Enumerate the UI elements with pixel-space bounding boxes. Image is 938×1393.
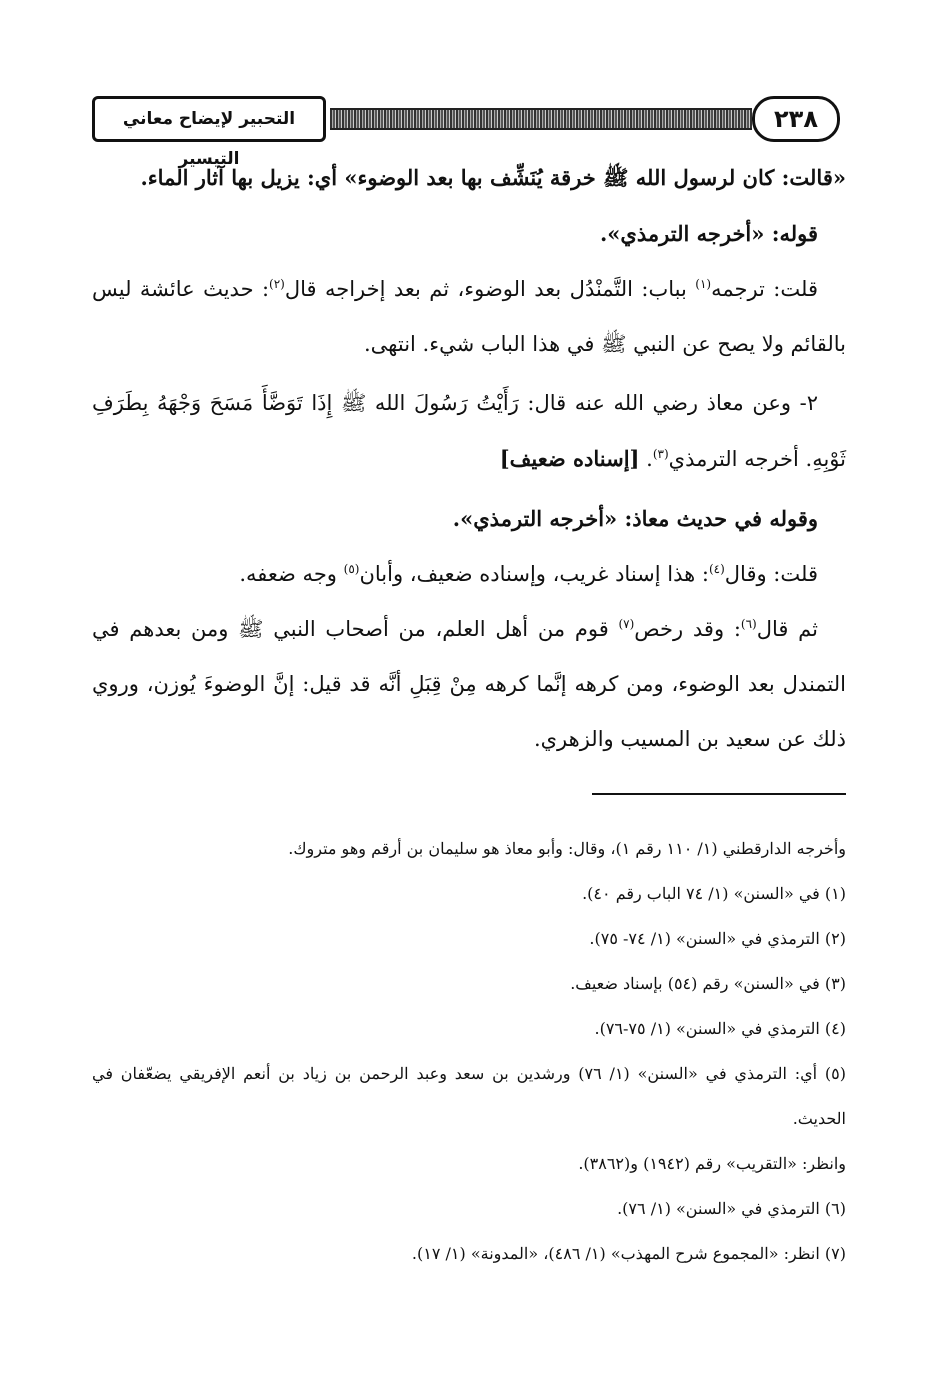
footnote-ref-2[interactable]: (٢) [269,277,285,291]
quote-text: قوله: «أخرجه الترمذي». [600,221,818,246]
footnote-item: (١) في «السنن» (١/ ٧٤ الباب رقم ٤٠). [582,884,846,903]
footnote-ref-5[interactable]: (٥) [343,562,360,576]
paragraph-1 [92,150,846,206]
paragraph-3 [92,262,846,372]
paragraph-2 [92,206,846,262]
footnote-item: (٧) انظر: «المجموع شرح المهذب» (١/ ٤٨٦)، «المدونة» (١/ ١٧). [411,1244,846,1263]
text-run: قوم من أهل العلم، من أصحاب النبي ﷺ ومن بعدهم في التمندل بعد الوضوء، ومن كرهه إنَّما كرهه مِنْ قِبَلِ أنَّه قد قيل: إنَّ الوضوءَ يُوزن، وروي ذلك عن سعيد بن المسيب والزهري. [92,617,846,751]
text-run: : وقد رخص [634,617,741,641]
footnote-item: وأخرجه الدارقطني (١/ ١١٠ رقم ١)، وقال: وأبو معاذ هو سليمان بن أرقم وهو متروك. [288,839,846,858]
footnote-ref-1[interactable]: (١) [695,277,712,291]
paragraph-4-hadith [92,376,846,487]
footnote-ref-6[interactable]: (٦) [740,617,757,631]
footnote-item: (٥) أي: الترمذي في «السنن» (١/ ٧٦) ورشدين بن سعد وعبد الرحمن بن زياد بن أنعم الإفريقي يضعّفان في الحديث. [92,1064,846,1128]
text-run: قلت: ترجمه [711,277,818,301]
footnote-item: (٤) الترمذي في «السنن» (١/ ٧٥-٧٦). [594,1019,846,1038]
paragraph-5 [92,491,846,547]
header-decorative-band [330,108,752,130]
footnote-item: وانظر: «التقريب» رقم (١٩٤٢) و(٣٨٦٢). [578,1154,846,1173]
footnote-item: (٢) الترمذي في «السنن» (١/ ٧٤- ٧٥). [589,929,846,948]
text-run: ثم قال [756,617,818,641]
main-text [92,150,846,767]
page-header [92,96,840,169]
footnote-separator [592,793,846,795]
quote-text: وقوله في حديث معاذ: «أخرجه الترمذي». [452,506,818,531]
paragraph-6 [92,547,846,602]
text-run: : هذا إسناد غريب، وإسناده ضعيف، وأبان [359,562,709,586]
footnote-ref-7[interactable]: (٧) [618,617,635,631]
quoted-hadith-text: «قالت: كان لرسول الله ﷺ خرقة يُنَشِّف بها بعد الوضوء» أي: يزيل بها آثار الماء. [140,165,846,190]
footnote-ref-4[interactable]: (٤) [708,562,725,576]
text-run: : حديث عائشة ليس بالقائم ولا يصح عن النبي ﷺ في هذا الباب شيء. انتهى. [92,277,846,356]
paragraph-7 [92,602,846,767]
book-title: التحبير لإيضاح معاني التيسير [92,96,326,142]
text-run: وجه ضعفه. [239,562,344,586]
footnote-ref-3[interactable]: (٣) [652,447,669,461]
footnotes [92,826,846,1276]
text-run: قلت: وقال [724,562,818,586]
text-run: . [639,447,653,471]
grading-label: [إسناده ضعيف] [499,446,640,471]
text-run: بباب: التَّمنْدُل بعد الوضوء، ثم بعد إخراجه قال [284,277,696,301]
page-number: ٢٣٨ [752,96,840,142]
footnote-item: (٣) في «السنن» رقم (٥٤) بإسناد ضعيف. [570,974,846,993]
footnote-item: (٦) الترمذي في «السنن» (١/ ٧٦). [617,1199,846,1218]
hadith-text: ٢- وعن معاذ رضي الله عنه قال: رَأَيْتُ رَسُولَ الله ﷺ إِذَا تَوَضَّأَ مَسَحَ وَجْهَهُ بِطَرَفِ ثَوْبِهِ. أخرجه الترمذي [92,391,846,471]
